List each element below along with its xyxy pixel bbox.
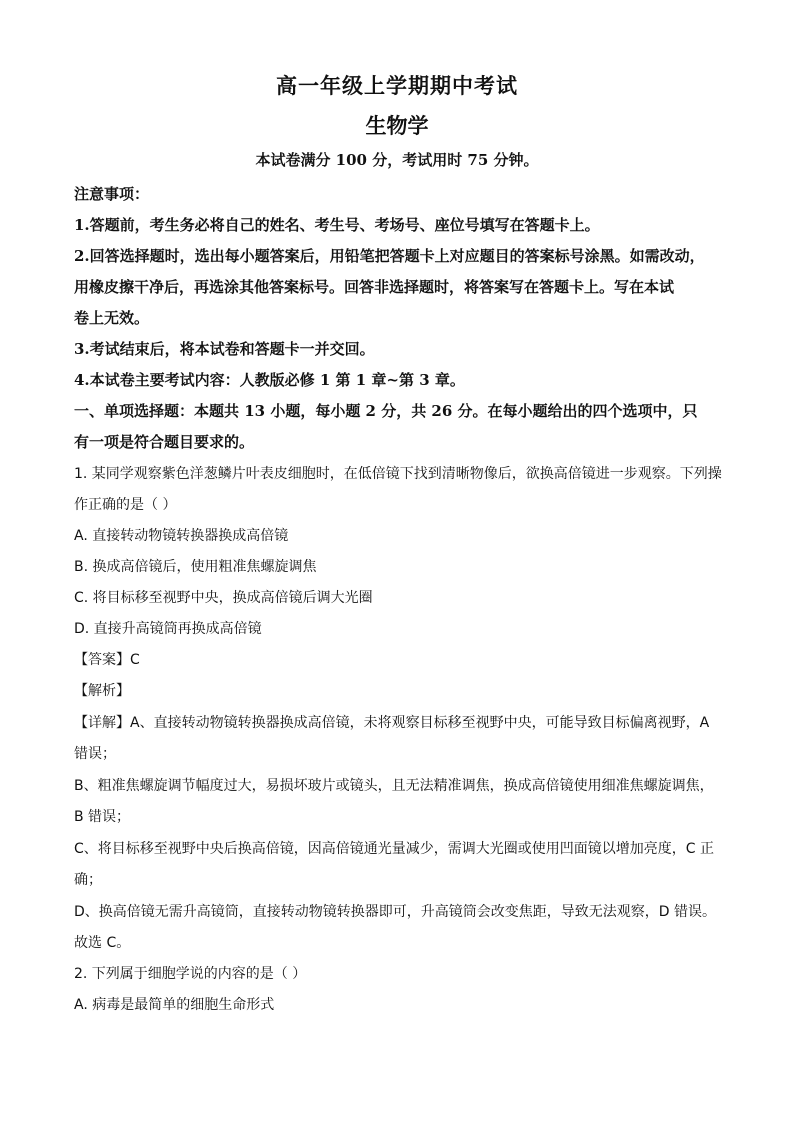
note-item-1: 1.答题前，考生务必将自己的姓名、考生号、考场号、座位号填写在答题卡上。 — [74, 216, 600, 234]
q1-detail-line-1: 【详解】A、直接转动物镜转换器换成高倍镜，未将观察目标移至视野中央，可能导致目标偏离视野，A — [74, 715, 710, 731]
q1-detail-line-7: D、换高倍镜无需升高镜筒，直接转动物镜转换器即可，升高镜筒会改变焦距，导致无法观察，D 错误。 — [74, 904, 717, 920]
notes-heading: 注意事项： — [74, 185, 150, 203]
q1-stem-line-1: 1. 某同学观察紫色洋葱鳞片叶表皮细胞时，在低倍镜下找到清晰物像后，欲换高倍镜进一步观察。下列操 — [74, 466, 722, 482]
q1-detail-line-6: 确； — [74, 872, 102, 888]
note-item-2-line-3: 卷上无效。 — [74, 309, 150, 327]
q2-stem: 2. 下列属于细胞学说的内容的是（ ） — [74, 966, 307, 982]
exam-title: 高一年级上学期期中考试 — [276, 73, 518, 98]
note-item-4: 4.本试卷主要考试内容：人教版必修 1 第 1 章~第 3 章。 — [74, 371, 465, 389]
section-heading-line-2: 有一项是符合题目要求的。 — [74, 433, 255, 451]
section-heading-line-1: 一、单项选择题：本题共 13 小题，每小题 2 分，共 26 分。在每小题给出的四个选项中，只 — [74, 402, 698, 420]
q2-option-a: A. 病毒是最简单的细胞生命形式 — [74, 997, 275, 1013]
q1-detail-line-5: C、将目标移至视野中央后换高倍镜，因高倍镜通光量减少，需调大光圈或使用凹面镜以增加亮度，C 正 — [74, 841, 714, 857]
q1-stem-line-2: 作正确的是（ ） — [74, 497, 177, 513]
q1-option-d: D. 直接升高镜筒再换成高倍镜 — [74, 621, 262, 637]
q1-detail-line-4: B 错误； — [74, 809, 131, 825]
exam-info: 本试卷满分 100 分，考试用时 75 分钟。 — [255, 151, 539, 169]
note-item-2-line-2: 用橡皮擦干净后，再选涂其他答案标号。回答非选择题时，将答案写在答题卡上。写在本试 — [74, 278, 675, 296]
q1-conclusion: 故选 C。 — [74, 935, 131, 951]
q1-option-a: A. 直接转动物镜转换器换成高倍镜 — [74, 528, 289, 544]
q1-answer: 【答案】C — [74, 652, 140, 668]
q1-detail-line-3: B、粗准焦螺旋调节幅度过大，易损坏玻片或镜头，且无法精准调焦，换成高倍镜使用细准焦螺旋调焦， — [74, 778, 714, 794]
note-item-2-line-1: 2.回答选择题时，选出每小题答案后，用铅笔把答题卡上对应题目的答案标号涂黑。如需改动， — [74, 247, 705, 265]
q1-option-c: C. 将目标移至视野中央，换成高倍镜后调大光圈 — [74, 590, 373, 606]
q1-option-b: B. 换成高倍镜后，使用粗准焦螺旋调焦 — [74, 559, 317, 575]
note-item-3: 3.考试结束后，将本试卷和答题卡一并交回。 — [74, 340, 375, 358]
q1-detail-line-2: 错误； — [74, 746, 116, 762]
subject-title: 生物学 — [365, 113, 429, 138]
q1-analysis-label: 【解析】 — [74, 683, 130, 699]
